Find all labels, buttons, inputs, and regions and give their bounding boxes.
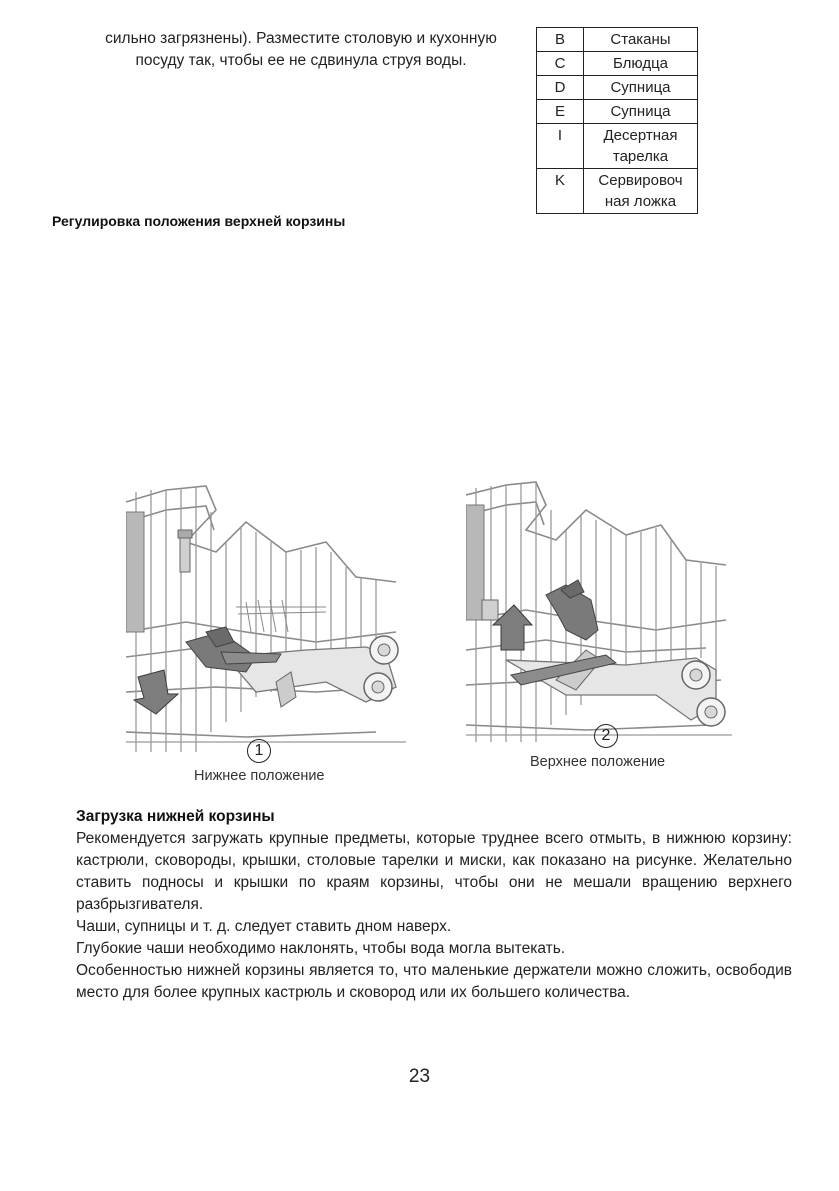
- table-row: [537, 76, 698, 100]
- table-row: [537, 169, 698, 214]
- table-row: [537, 52, 698, 76]
- legend-value: Блюдца: [584, 52, 698, 76]
- intro-line-2: посуду так, чтобы ее не сдвинула струя воды.: [135, 52, 467, 69]
- figure-number-1: 1: [247, 739, 271, 763]
- legend-key: D: [537, 76, 584, 100]
- caption-lower-position: Нижнее положение: [194, 768, 325, 784]
- legend-value: Супница: [584, 100, 698, 124]
- legend-value: Стаканы: [584, 28, 698, 52]
- lower-basket-paragraph: Особенностью нижней корзины является то, что маленькие держатели можно сложить, освободив место для более крупных кастрюль и сковород или их большего количества.: [76, 962, 792, 1001]
- legend-value: Десертная тарелка: [584, 124, 698, 169]
- table-row: [537, 28, 698, 52]
- intro-line-1: сильно загрязнены). Разместите столовую и кухонную: [105, 30, 497, 47]
- figure-number-2: 2: [594, 724, 618, 748]
- legend-key: E: [537, 100, 584, 124]
- legend-value: Сервировоч ная ложка: [584, 169, 698, 214]
- upper-basket-heading: Регулировка положения верхней корзины: [52, 213, 346, 229]
- legend-table: [536, 27, 698, 214]
- legend-key: I: [537, 124, 584, 169]
- table-row: [537, 124, 698, 169]
- basket-figure-lower-position: [126, 482, 406, 762]
- basket-figure-upper-position: [466, 480, 732, 750]
- lower-basket-paragraph: Глубокие чаши необходимо наклонять, чтобы вода могла вытекать.: [76, 940, 566, 957]
- legend-value: Супница: [584, 76, 698, 100]
- lower-basket-paragraph: Рекомендуется загружать крупные предметы, которые труднее всего отмыть, в нижнюю корзину: кастрюли, сковороды, крышки, столовые тарелки и миски, как показано на рисунке. Желательно ставить подносы и крышки по краям корзины, чтобы они не мешали вращению верхнего разбрызгивателя.: [76, 830, 792, 913]
- lower-basket-section: [76, 806, 792, 1004]
- caption-upper-position: Верхнее положение: [530, 754, 666, 770]
- lower-basket-heading: Загрузка нижней корзины: [76, 808, 275, 825]
- lower-basket-paragraph: Чаши, супницы и т. д. следует ставить дном наверх.: [76, 918, 452, 935]
- legend-key: K: [537, 169, 584, 214]
- table-row: [537, 100, 698, 124]
- basket-illustration: [126, 482, 406, 762]
- page-number: 23: [408, 1066, 431, 1087]
- intro-text: [78, 28, 524, 72]
- legend-key: C: [537, 52, 584, 76]
- basket-illustration: [466, 480, 732, 750]
- legend-key: B: [537, 28, 584, 52]
